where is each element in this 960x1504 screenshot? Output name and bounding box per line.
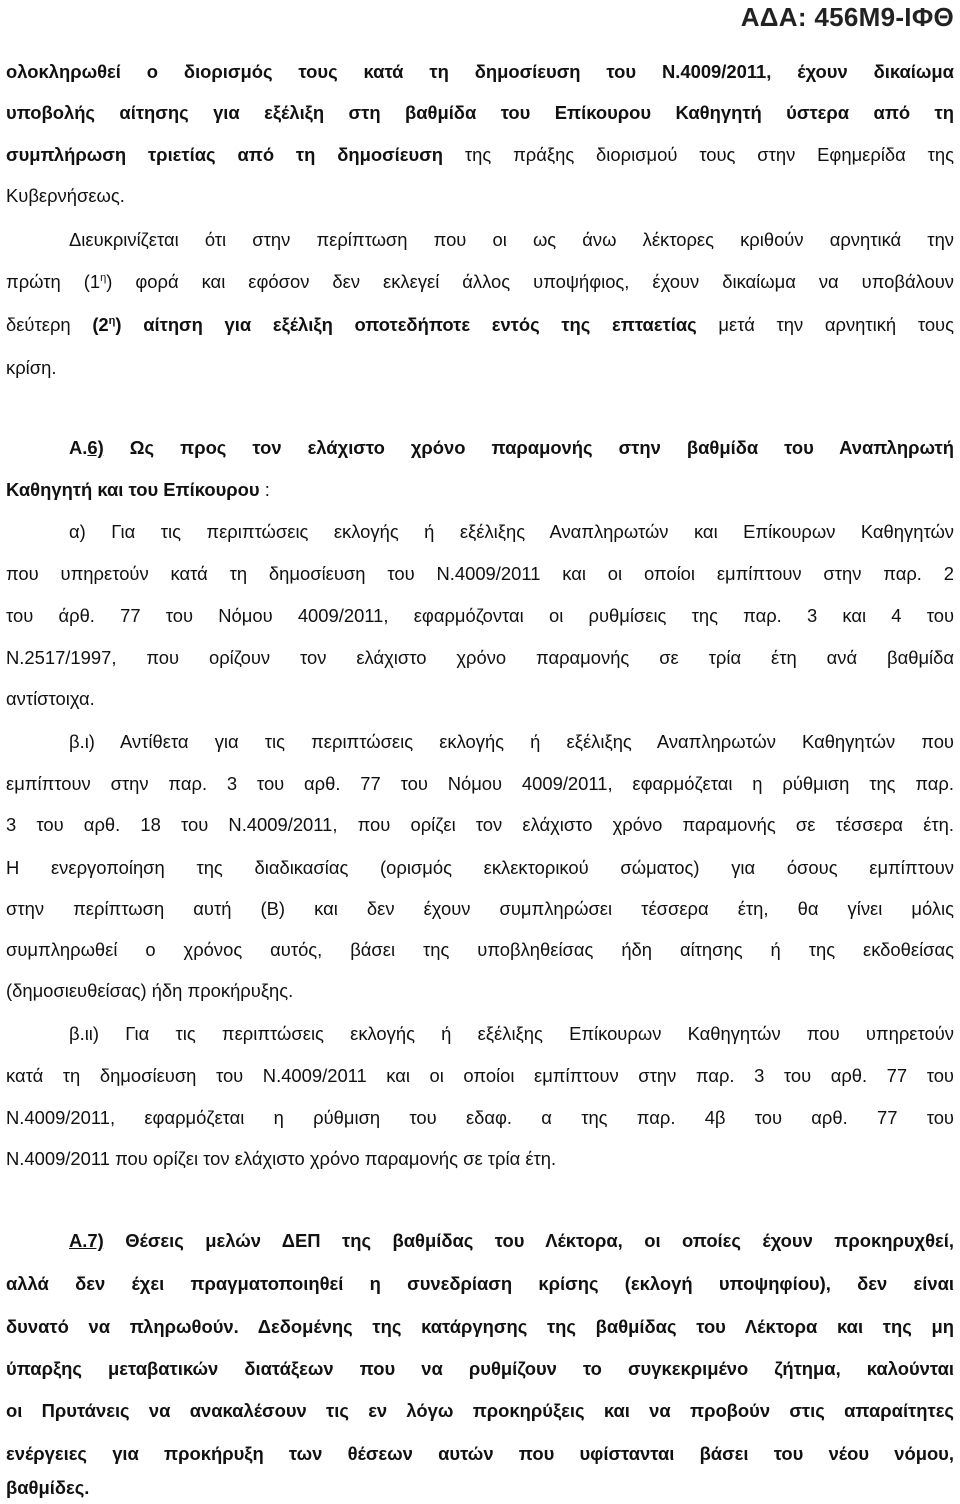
text-line: που υπηρετούν κατά τη δημοσίευση του Ν.4009/2011 και οι οποίοι εμπίπτουν στην παρ. 2 (6, 563, 954, 584)
text: της πράξης διορισμού τους στην Εφημερίδα της (443, 144, 954, 165)
text-line: Ν.2517/1997, που ορίζουν τον ελάχιστο χρόνο παραμονής σε τρία έτη ανά βαθμίδα (6, 647, 954, 668)
text-line: (δημοσιευθείσας) ήδη προκήρυξης. (6, 980, 294, 1001)
text-line: β.ιι) Για τις περιπτώσεις εκλογής ή εξέλιξης Επίκουρων Καθηγητών που υπηρετούν (69, 1023, 954, 1044)
superscript: η (100, 271, 107, 284)
text-line: Διευκρινίζεται ότι στην περίπτωση που οι ως άνω λέκτορες κριθούν αρνητικά την (69, 229, 954, 250)
section-heading-a6 (6, 437, 954, 459)
text: μετά την αρνητική τους (696, 314, 954, 335)
text-line (6, 271, 954, 293)
section-heading-a7 (6, 1230, 954, 1252)
text-line: Κυβερνήσεως. (6, 185, 125, 206)
text-line: στην περίπτωση αυτή (Β) και δεν έχουν συμπληρώσει τέσσερα έτη, θα γίνει μόλις (6, 898, 954, 919)
bold-text: Καθηγητή και του Επίκουρου (6, 479, 260, 500)
text-line (6, 144, 954, 166)
text-line: 3 του αρθ. 18 του Ν.4009/2011, που ορίζει τον ελάχιστο χρόνο παραμονής σε τέσσερα έτη. (6, 814, 954, 835)
bold-text (92, 314, 696, 335)
text-line: βαθμίδες. (6, 1477, 90, 1498)
text-line: Η ενεργοποίηση της διαδικασίας (ορισμός εκλεκτορικού σώματος) για όσους εμπίπτουν (6, 857, 954, 878)
text: Ως προς τον ελάχιστο χρόνο παραμονής στην βαθμίδα του Αναπληρωτή (103, 437, 954, 458)
bold-text: συμπλήρωση τριετίας από τη δημοσίευση (6, 144, 444, 165)
section-label-underlined: 6) (87, 437, 104, 458)
text-line: εμπίπτουν στην παρ. 3 του αρθ. 77 του Νόμου 4009/2011, εφαρμόζεται η ρύθμιση της παρ. (6, 773, 954, 794)
text-line: οι Πρυτάνεις να ανακαλέσουν τις εν λόγω προκηρύξεις και να προβούν στις απαραίτητες (6, 1400, 954, 1421)
text-line: β.ι) Αντίθετα για τις περιπτώσεις εκλογής ή εξέλιξης Αναπληρωτών Καθηγητών που (69, 731, 954, 752)
text-line (6, 479, 954, 501)
text-line: κρίση. (6, 357, 57, 378)
ada-code: ΑΔΑ: 456Μ9-ΙΦΘ (740, 2, 954, 32)
text: δεύτερη (6, 314, 93, 335)
text-line: αλλά δεν έχει πραγματοποιηθεί η συνεδρίαση κρίσης (εκλογή υποψηφίου), δεν είναι (6, 1273, 954, 1294)
text-line (6, 314, 954, 336)
text-line: κατά τη δημοσίευση του Ν.4009/2011 και οι οποίοι εμπίπτουν στην παρ. 3 του αρθ. 77 του (6, 1065, 954, 1086)
text-line: ύπαρξης μεταβατικών διατάξεων που να ρυθμίζουν το συγκεκριμένο ζήτημα, καλούνται (6, 1358, 954, 1379)
text: ) φορά και εφόσον δεν εκλεγεί άλλος υποψήφιος, έχουν δικαίωμα να υποβάλουν (106, 271, 954, 292)
text-line: υποβολής αίτησης για εξέλιξη στη βαθμίδα του Επίκουρου Καθηγητή ύστερα από τη (6, 102, 954, 123)
superscript: η (108, 314, 116, 327)
text-line: συμπληρωθεί ο χρόνος αυτός, βάσει της υποβληθείσας ήδη αίτησης ή της εκδοθείσας (6, 939, 954, 960)
text: : (259, 479, 270, 500)
text-line: δυνατό να πληρωθούν. Δεδομένης της κατάργησης της βαθμίδας του Λέκτορα και της μη (6, 1316, 954, 1337)
text-line: Ν.4009/2011 που ορίζει τον ελάχιστο χρόνο παραμονής σε τρία έτη. (6, 1148, 557, 1169)
text: ) αίτηση για εξέλιξη οποτεδήποτε εντός της επταετίας (115, 314, 697, 335)
text-line: α) Για τις περιπτώσεις εκλογής ή εξέλιξης Αναπληρωτών και Επίκουρων Καθηγητών (69, 521, 954, 542)
text-line: αντίστοιχα. (6, 688, 95, 709)
text-line: του άρθ. 77 του Νόμου 4009/2011, εφαρμόζονται οι ρυθμίσεις της παρ. 3 και 4 του (6, 605, 954, 626)
text-line: ενέργειες για προκήρυξη των θέσεων αυτών που υφίστανται βάσει του νέου νόμου, (6, 1443, 954, 1464)
text-line: Ν.4009/2011, εφαρμόζεται η ρύθμιση του εδαφ. α της παρ. 4β του αρθ. 77 του (6, 1107, 954, 1128)
text-line: ολοκληρωθεί ο διορισμός τους κατά τη δημοσίευση του Ν.4009/2011, έχουν δικαίωμα (6, 61, 954, 82)
text: Θέσεις μελών ΔΕΠ της βαθμίδας του Λέκτορα, οι οποίες έχουν προκηρυχθεί, (103, 1230, 954, 1251)
text: (2 (92, 314, 109, 335)
section-label: Α. (69, 437, 88, 458)
section-label-underlined: Α.7) (69, 1230, 104, 1251)
text: πρώτη (1 (6, 271, 101, 292)
